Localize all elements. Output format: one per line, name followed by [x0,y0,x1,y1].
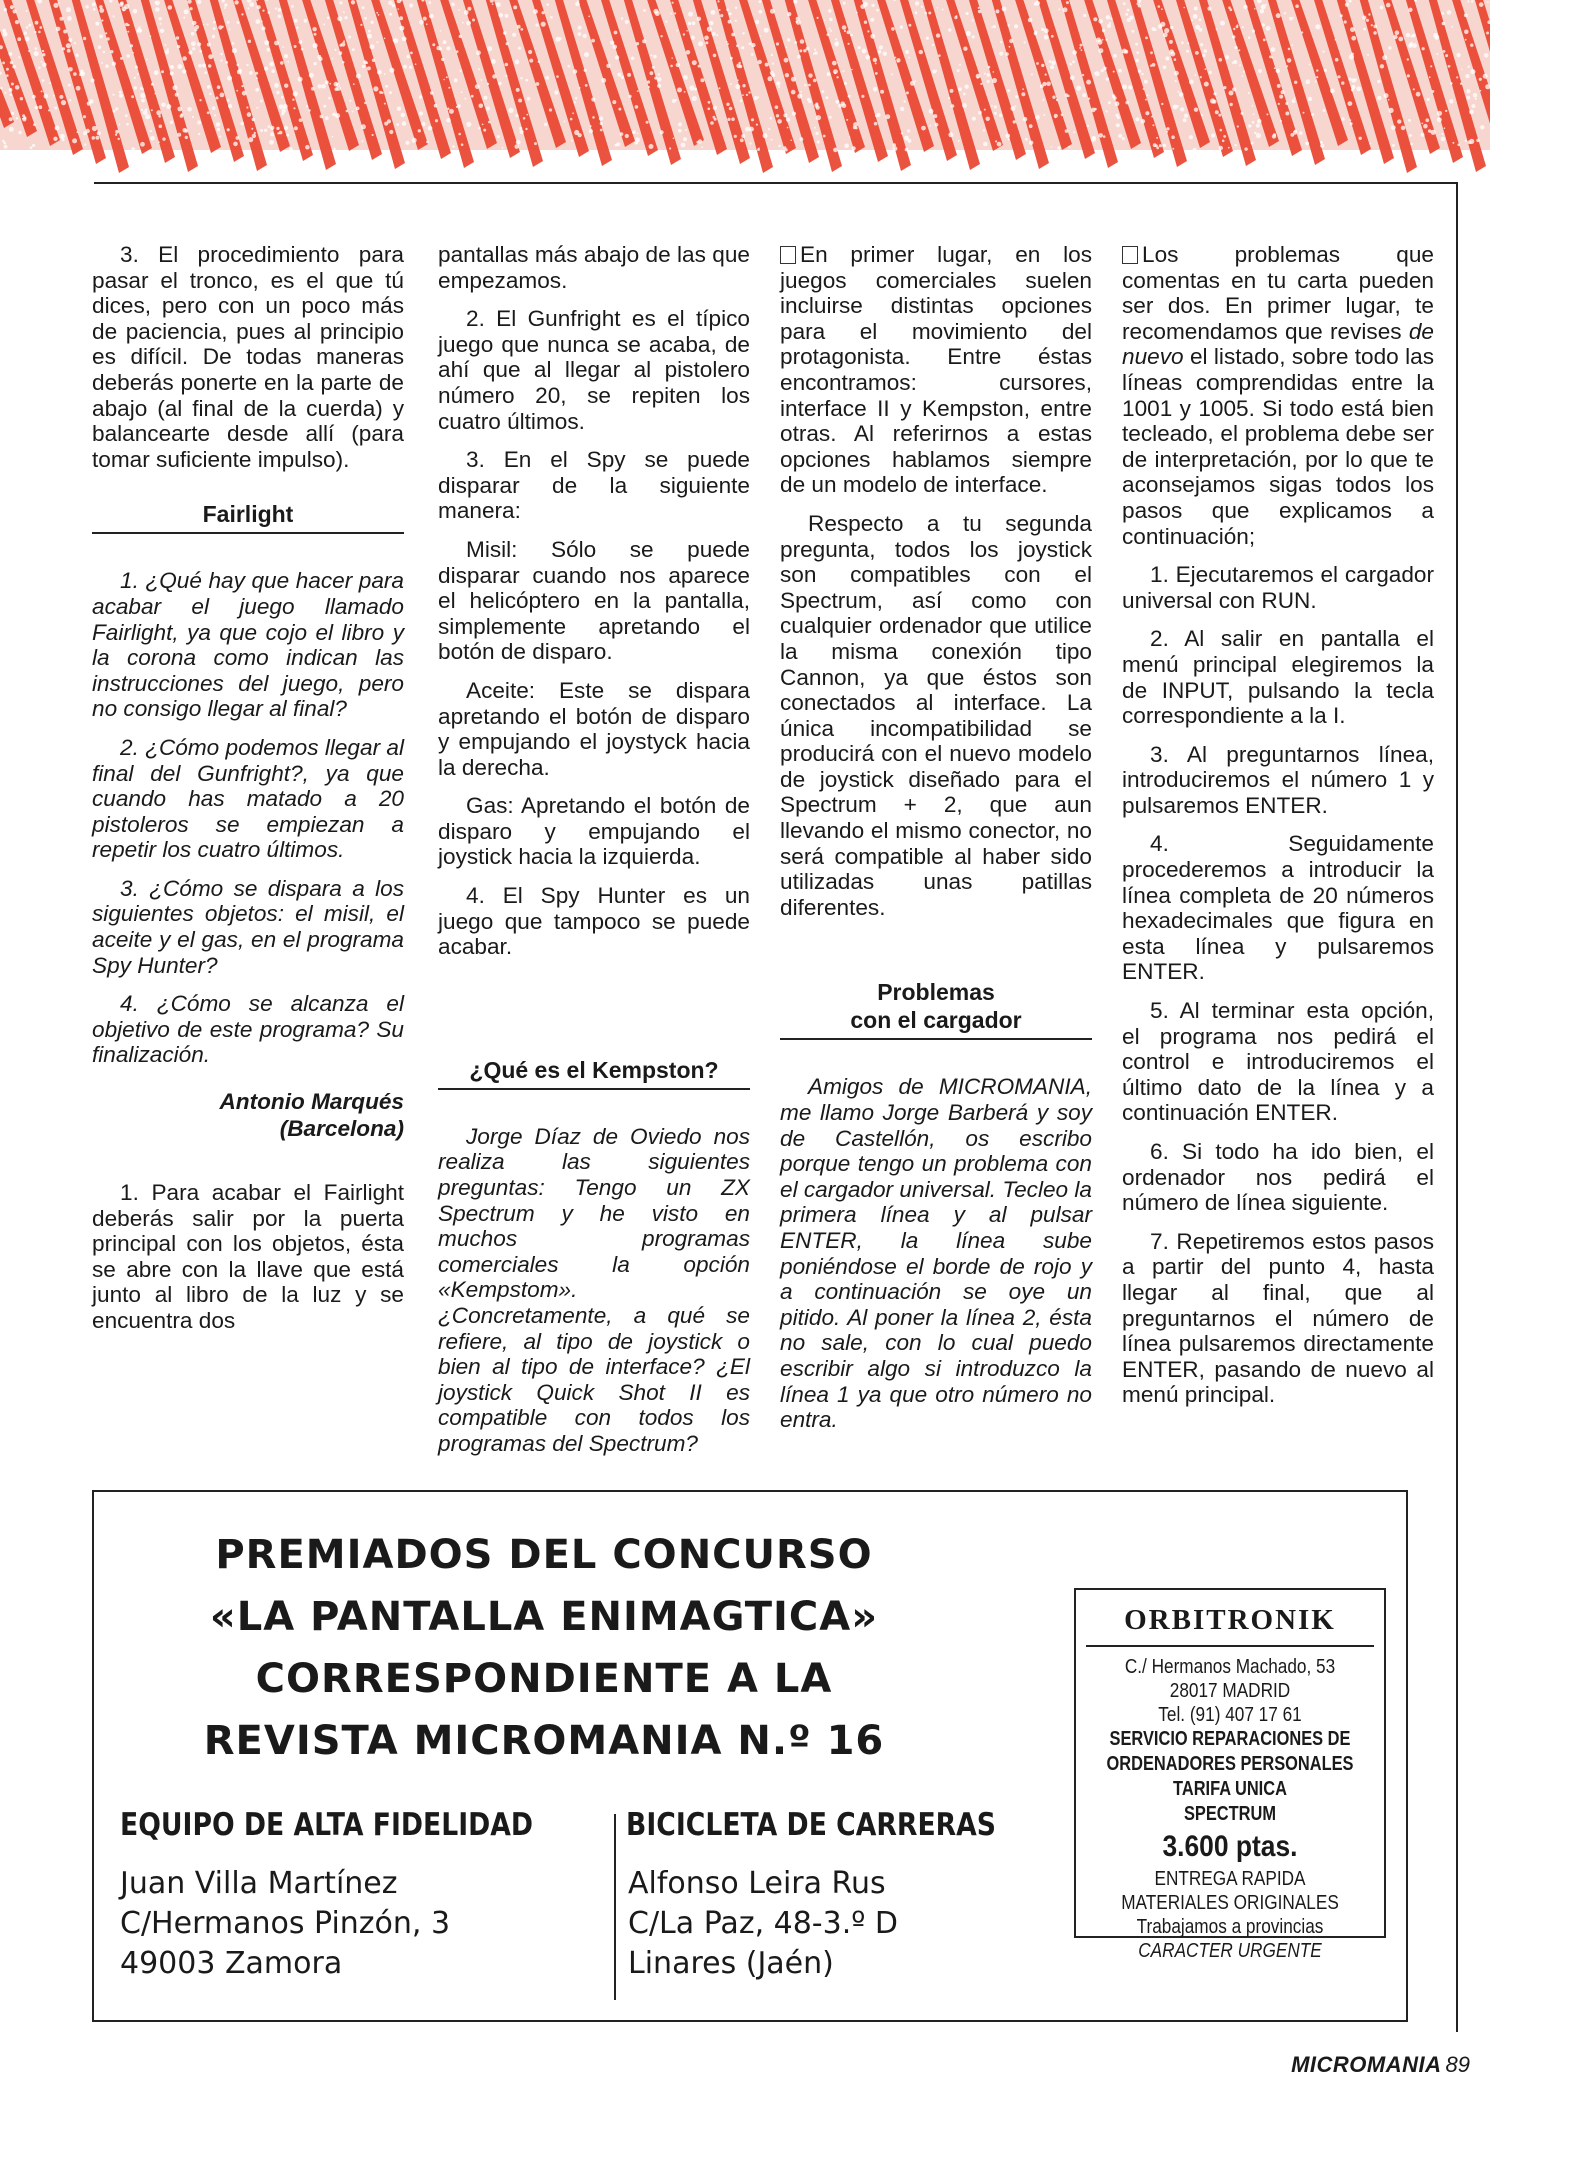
article-column-4 [1122,242,1434,1421]
answer-paragraph: 2. El Gunfright es el típico juego que nunca se acaba, de ahí que al llegar al pistolero número 20, se repiten los cuatro últimos. [438,306,750,434]
step-paragraph: 4. Seguidamente procederemos a introducir la línea completa de 20 números hexadecimales que figura en esta línea y pulsaremos ENTER. [1122,831,1434,985]
ad-phone: Tel. (91) 407 17 61 [1158,1704,1302,1726]
signature-city: (Barcelona) [279,1116,404,1142]
step-paragraph: 6. Si todo ha ido bien, el ordenador nos pedirá el número de línea siguiente. [1122,1139,1434,1216]
section-heading-cargador [780,978,1092,1040]
page-footer [1240,2052,1470,2078]
box-bullet-icon [1122,246,1138,264]
winner-name: Alfonso Leira Rus [628,1866,886,1901]
title-line-3: CORRESPONDIENTE A LA [255,1656,833,1702]
article-column-3 [780,242,1092,1446]
heading-line-2: con el cargador [850,1007,1022,1034]
answer-paragraph: Respecto a tu segunda pregunta, todos los joystick son compatibles con el Spectrum, así como con cualquier ordenador que utilice la misma conexión tipo Cannon, ya que éstos son conectados al interface. La única incompatibilidad se producirá con el nuevo modelo de joystick diseñado para el Spectrum + 2, que aun llevando el mismo conector, no será compatible al haber sido utilizadas unas patillas diferentes. [780,510,1092,920]
answer-paragraph: 3. En el Spy se puede disparar de la siguiente manera: [438,447,750,524]
prize-bicycle [614,1802,1014,1984]
ad-service: TARIFA UNICA [1173,1778,1287,1800]
winner-street: C/Hermanos Pinzón, 3 [120,1906,451,1941]
section-heading-kempston: ¿Qué es el Kempston? [438,1056,750,1090]
ad-service: SERVICIO REPARACIONES DE [1109,1728,1351,1750]
step-paragraph: 2. Al salir en pantalla el menú principal elegiremos la de INPUT, pulsando la tecla correspondiente a la I. [1122,626,1434,729]
answer-paragraph: Aceite: Este se dispara apretando el botón de disparo y empujando el joystyck hacia la derecha. [438,677,750,780]
ad-brand: ORBITRONIK [1086,1604,1374,1647]
step-paragraph: 1. Ejecutaremos el cargador universal con RUN. [1122,562,1434,613]
ad-service: SPECTRUM [1183,1803,1277,1825]
ad-note: CARACTER URGENTE [1138,1940,1322,1962]
prize-hifi [120,1802,610,1984]
answer-paragraph [1122,242,1434,549]
article-column-1 [92,242,404,1347]
banner-pattern-icon [0,0,1490,180]
answer-paragraph [780,242,1092,498]
title-line-4: REVISTA MICROMANIA N.º 16 [203,1718,885,1764]
page-number: 89 [1445,2052,1470,2077]
question-paragraph: Jorge Díaz de Oviedo nos realiza las siguientes preguntas: Tengo un ZX Spectrum y he visto en muchos programas comerciales la opción «Kempstom». ¿Concretamente, a qué se refiere, al tipo de joystick o bien al tipo de interface? ¿El joystick Quick Shot II es compatible con todos los programas del Spectrum? [438,1123,750,1456]
prize-heading: BICICLETA DE CARRERAS [626,1807,997,1843]
frame-right-rule [1456,182,1458,2032]
step-paragraph: 5. Al terminar esta opción, el programa nos pedirá el control e introduciremos el último dato de la línea y a continuación ENTER. [1122,998,1434,1126]
answer-paragraph: Misil: Sólo se puede disparar cuando nos aparece el helicóptero en la pantalla, simplemente apretando el botón de disparo. [438,536,750,665]
answer-paragraph: 4. El Spy Hunter es un juego que tampoco se puede acabar. [438,883,750,960]
answer-paragraph: pantallas más abajo de las que empezamos. [438,242,750,293]
orbitronik-advertisement [1074,1588,1386,1962]
ad-street: C./ Hermanos Machado, 53 [1124,1656,1336,1678]
section-heading-fairlight: Fairlight [92,500,404,534]
box-bullet-icon [780,246,796,264]
heading-line-1: Problemas [877,979,995,1006]
answer-text: En primer lugar, en los juegos comerciales suelen incluirse distintas opciones para el movimiento del protagonista. Entre éstas encontramos: cursores, interface II y Kempston, entre otras. Al referirnos a estas opciones hablamos siempre de un modelo de interface. [780,242,1092,498]
title-line-1: PREMIADOS DEL CONCURSO [215,1532,873,1578]
ad-note: Trabajamos a provincias [1136,1916,1324,1938]
title-line-2: «LA PANTALLA ENIMAGTICA» [209,1594,879,1640]
answer-text: el listado, sobre todo las líneas comprendidas entre la 1001 y 1005. Si todo está bien tecleado, el problema debe ser de interpretación, por lo que te aconsejamos sigas todos los pasos que explicamos a continuación; [1122,344,1434,549]
answer-paragraph: 3. El procedimiento para pasar el tronco, es el que tú dices, pero con un poco más de paciencia, pues al principio es difícil. De todas maneras deberás ponerte en la parte de abajo (al final de la cuerda) y balancearte desde allí (para tomar suficiente impulso). [92,242,404,472]
prize-heading: EQUIPO DE ALTA FIDELIDAD [120,1807,534,1843]
signature-name: Antonio Marqués [219,1089,404,1115]
decorative-red-banner [0,0,1490,180]
magazine-name: MICROMANIA [1291,2052,1442,2077]
question-paragraph: 3. ¿Cómo se dispara a los siguientes objetos: el misil, el aceite y el gas, en el programa Spy Hunter? [92,875,404,978]
ad-city: 28017 MADRID [1169,1680,1291,1702]
contest-winners-box [92,1490,1408,2022]
question-paragraph: Amigos de MICROMANIA, me llamo Jorge Barberá y soy de Castellón, os escribo porque tengo un problema con el cargador universal. Tecleo la primera línea y al pulsar ENTER, la línea sube poniéndose el borde de rojo y a continuación se oye un pitido. Al poner la línea 2, ésta no sale, con lo cual puedo escribir algo si introduzco la línea 1 ya que otro número no entra. [780,1074,1092,1433]
answer-text: Los problemas que comentas en tu carta pueden ser dos. En primer lugar, te recomendamos que revises [1122,242,1434,344]
ad-note: ENTREGA RAPIDA [1154,1868,1306,1890]
step-paragraph: 7. Repetiremos estos pasos a partir del punto 4, hasta llegar al final, que al preguntarnos el número de línea pulsaremos directamente ENTER, pasando de nuevo al menú principal. [1122,1228,1434,1408]
question-paragraph: 1. ¿Qué hay que hacer para acabar el juego llamado Fairlight, ya que cojo el libro y la corona como indican las instrucciones del juego, pero no consigo llegar al final? [92,568,404,722]
frame-top-rule [94,182,1458,184]
winner-city: Linares (Jaén) [628,1946,834,1981]
winner-city: 49003 Zamora [120,1946,343,1981]
winner-street: C/La Paz, 48-3.º D [628,1906,899,1941]
question-paragraph: 4. ¿Cómo se alcanza el objetivo de este programa? Su finalización. [92,991,404,1068]
answer-paragraph: Gas: Apretando el botón de disparo y empujando el joystick hacia la izquierda. [438,793,750,870]
answer-emphasis: de nuevo [1122,318,1434,370]
winner-name: Juan Villa Martínez [120,1866,398,1901]
contest-title [154,1524,934,1772]
answer-paragraph: 1. Para acabar el Fairlight deberás salir por la puerta principal con los objetos, ésta se abre con la llave que está junto al libro de la luz y se encuentra dos [92,1180,404,1333]
ad-note: MATERIALES ORIGINALES [1121,1892,1339,1914]
question-paragraph: 2. ¿Cómo podemos llegar al final del Gunfright?, ya que cuando has matado a 20 pistoleros se empiezan a repetir los cuatro últimos. [92,734,404,863]
step-paragraph: 3. Al preguntarnos línea, introduciremos el número 1 y pulsaremos ENTER. [1122,741,1434,818]
ad-price: 3.600 ptas. [1162,1830,1298,1863]
reader-signature [92,1088,404,1142]
ad-service: ORDENADORES PERSONALES [1106,1753,1354,1775]
article-column-2 [438,242,750,1470]
